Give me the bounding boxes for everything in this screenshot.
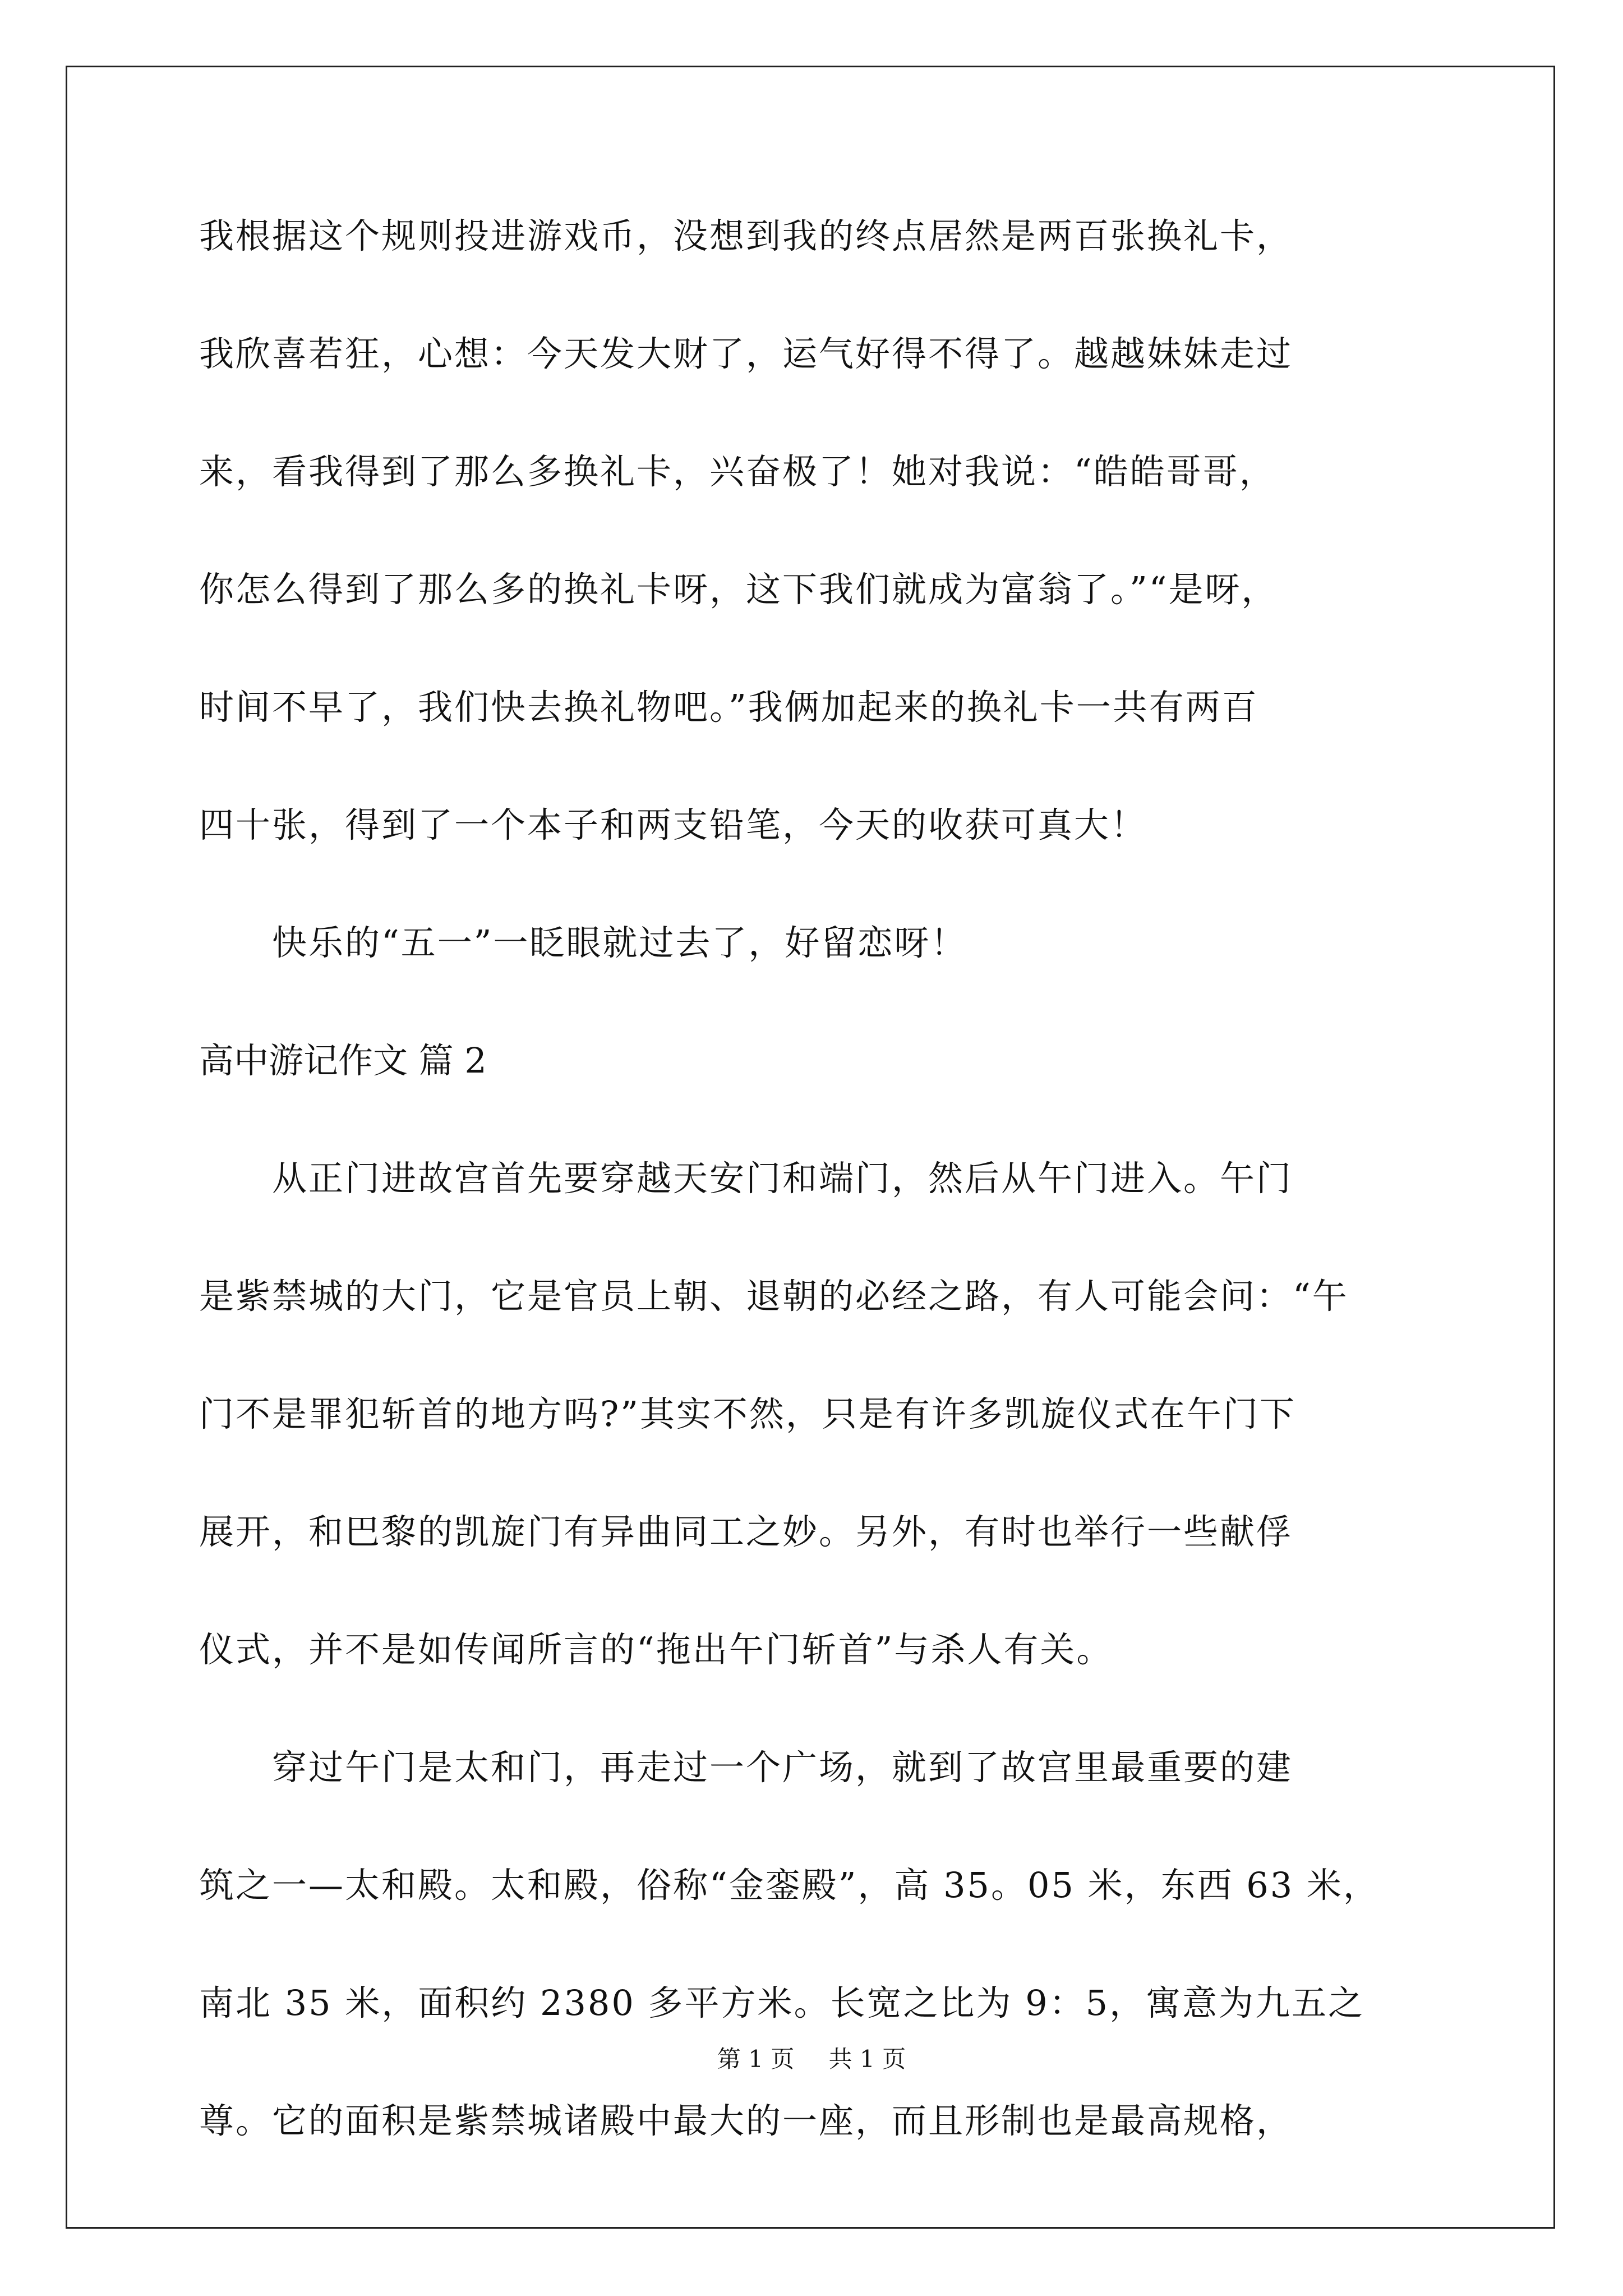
text-line: 快乐的“五一”一眨眼就过去了，好留恋呀！ [272, 922, 967, 963]
page-number: 第 1 页 [717, 2045, 795, 2073]
text-line: 是紫禁城的大门，它是官员上朝、退朝的必经之路，有人可能会问：“午 [199, 1276, 1349, 1317]
text-line: 门不是罪犯斩首的地方吗?”其实不然，只是有许多凯旋仪式在午门下 [199, 1393, 1296, 1434]
text-line: 我根据这个规则投进游戏币，没想到我的终点居然是两百张换礼卡， [199, 215, 1293, 256]
page-footer [0, 2047, 1623, 2071]
section-heading: 高中游记作文 篇 2 [199, 1040, 487, 1081]
text-line: 穿过午门是太和门，再走过一个广场，就到了故宫里最重要的建 [272, 1747, 1293, 1788]
text-line: 筑之一—太和殿。太和殿，俗称“金銮殿”，高 35。05 米，东西 63 米， [199, 1865, 1380, 1906]
text-line: 尊。它的面积是紫禁城诸殿中最大的一座，而且形制也是最高规格， [199, 2100, 1293, 2141]
text-line: 展开，和巴黎的凯旋门有异曲同工之妙。另外，有时也举行一些献俘 [199, 1511, 1293, 1552]
document-body [199, 215, 1433, 2221]
text-line: 四十张，得到了一个本子和两支铅笔，今天的收获可真大！ [199, 804, 1147, 845]
text-line: 时间不早了，我们快去换礼物吧。”我俩加起来的换礼卡一共有两百 [199, 687, 1258, 728]
text-line: 南北 35 米，面积约 2380 多平方米。长宽之比为 9：5，寓意为九五之 [199, 1982, 1365, 2023]
text-line: 你怎么得到了那么多的换礼卡呀，这下我们就成为富翁了。”“是呀， [199, 569, 1278, 610]
text-line: 仪式，并不是如传闻所言的“拖出午门斩首”与杀人有关。 [199, 1629, 1113, 1670]
text-line: 来，看我得到了那么多换礼卡，兴奋极了！她对我说：“皓皓哥哥， [199, 451, 1276, 492]
page-total: 共 1 页 [828, 2045, 906, 2073]
text-line: 从正门进故宫首先要穿越天安门和端门，然后从午门进入。午门 [272, 1158, 1293, 1199]
text-line: 我欣喜若狂，心想：今天发大财了，运气好得不得了。越越妹妹走过 [199, 333, 1293, 374]
